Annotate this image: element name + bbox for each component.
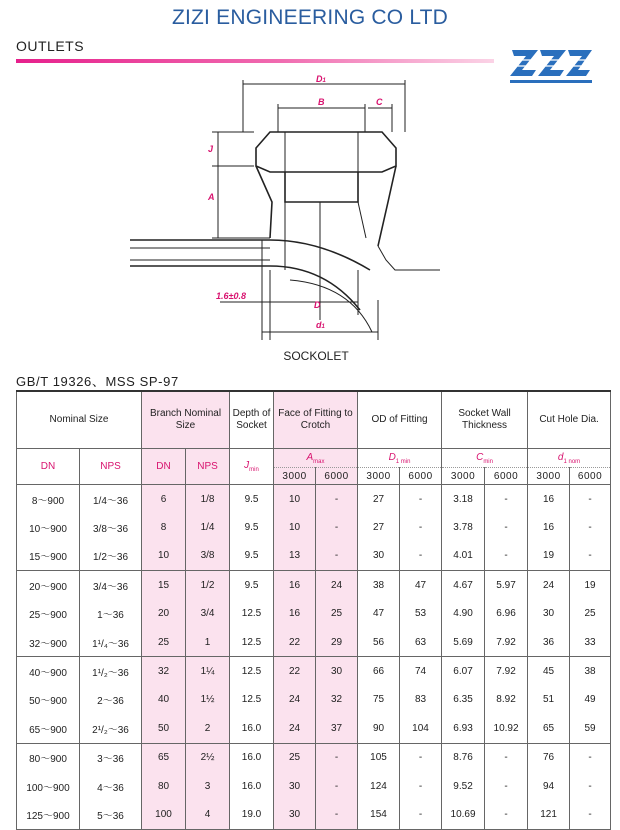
cell-branch-nps: 2½: [186, 743, 230, 772]
cell-cut-3000: 65: [528, 714, 570, 743]
cell-dn: 50～900: [17, 686, 80, 714]
cell-branch-nps: 3/8: [186, 542, 230, 571]
cell-wall-3000: 3.78: [442, 513, 485, 541]
cell-nps: 3/4～36: [80, 571, 142, 600]
cell-dn: 125～900: [17, 800, 80, 829]
cell-face-a-3000: 10: [274, 485, 316, 514]
table-row: [17, 513, 611, 541]
cell-wall-3000: 5.69: [442, 628, 485, 657]
cell-branch-nps: 3/4: [186, 600, 230, 628]
cell-face-a-6000: 32: [316, 686, 358, 714]
cell-cut-3000: 30: [528, 600, 570, 628]
cell-branch-dn: 40: [142, 686, 186, 714]
cell-od-6000: 104: [400, 714, 442, 743]
cell-wall-3000: 4.01: [442, 542, 485, 571]
cell-depth-j: 12.5: [230, 657, 274, 686]
cell-od-6000: 74: [400, 657, 442, 686]
cell-branch-dn: 15: [142, 571, 186, 600]
cell-dn: 20～900: [17, 571, 80, 600]
cell-face-a-3000: 25: [274, 743, 316, 772]
cell-depth-j: 12.5: [230, 686, 274, 714]
cell-od-6000: -: [400, 485, 442, 514]
cell-dn: 25～900: [17, 600, 80, 628]
class-3000: 3000: [528, 468, 570, 485]
cell-cut-6000: 38: [570, 657, 611, 686]
cell-od-3000: 56: [358, 628, 400, 657]
cell-cut-6000: 25: [570, 600, 611, 628]
cell-od-3000: 47: [358, 600, 400, 628]
cell-cut-6000: 49: [570, 686, 611, 714]
cell-face-a-6000: -: [316, 513, 358, 541]
cell-nps: 2¹/₂～36: [80, 714, 142, 743]
sub-d1: $D_{1 min}$: [358, 449, 442, 468]
cell-wall-6000: -: [485, 800, 528, 829]
dimension-table: [16, 390, 611, 830]
cell-wall-3000: 6.93: [442, 714, 485, 743]
cell-cut-3000: 36: [528, 628, 570, 657]
cell-wall-3000: 10.69: [442, 800, 485, 829]
cell-wall-6000: -: [485, 743, 528, 772]
cell-depth-j: 9.5: [230, 513, 274, 541]
cell-cut-3000: 45: [528, 657, 570, 686]
cell-face-a-3000: 30: [274, 772, 316, 800]
header-nominal-size: Nominal Size: [17, 391, 142, 449]
cell-od-3000: 105: [358, 743, 400, 772]
cell-branch-dn: 50: [142, 714, 186, 743]
cell-dn: 10～900: [17, 513, 80, 541]
cell-branch-dn: 25: [142, 628, 186, 657]
dim-b-label: B: [318, 97, 325, 107]
cell-branch-nps: 1/2: [186, 571, 230, 600]
sub-branch-nps: NPS: [186, 449, 230, 485]
cell-wall-3000: 3.18: [442, 485, 485, 514]
cell-face-a-3000: 16: [274, 571, 316, 600]
cell-face-a-3000: 30: [274, 800, 316, 829]
cell-face-a-3000: 24: [274, 714, 316, 743]
cell-od-6000: 63: [400, 628, 442, 657]
cell-od-3000: 38: [358, 571, 400, 600]
zizi-logo: [508, 44, 594, 92]
cell-wall-6000: 6.96: [485, 600, 528, 628]
cell-wall-3000: 9.52: [442, 772, 485, 800]
cell-face-a-6000: -: [316, 743, 358, 772]
cell-depth-j: 9.5: [230, 571, 274, 600]
cell-wall-3000: 8.76: [442, 743, 485, 772]
cell-od-3000: 90: [358, 714, 400, 743]
cell-face-a-6000: -: [316, 485, 358, 514]
cell-branch-nps: 3: [186, 772, 230, 800]
cell-wall-6000: -: [485, 513, 528, 541]
cell-od-3000: 30: [358, 542, 400, 571]
cell-wall-6000: 5.97: [485, 571, 528, 600]
cell-depth-j: 19.0: [230, 800, 274, 829]
header-wall: Socket Wall Thickness: [442, 391, 528, 449]
sub-dn: DN: [17, 449, 80, 485]
cell-cut-3000: 76: [528, 743, 570, 772]
cell-od-3000: 154: [358, 800, 400, 829]
dim-a-label: A: [208, 192, 215, 202]
cell-face-a-3000: 22: [274, 657, 316, 686]
cell-od-6000: 47: [400, 571, 442, 600]
sub-j: $J_{min}$: [230, 449, 274, 485]
cell-dn: 32～900: [17, 628, 80, 657]
cell-cut-3000: 24: [528, 571, 570, 600]
cell-branch-dn: 32: [142, 657, 186, 686]
cell-face-a-6000: 37: [316, 714, 358, 743]
cell-nps: 4～36: [80, 772, 142, 800]
sockolet-drawing: [120, 70, 450, 350]
cell-face-a-3000: 24: [274, 686, 316, 714]
cell-wall-3000: 6.35: [442, 686, 485, 714]
cell-face-a-6000: 30: [316, 657, 358, 686]
cell-od-3000: 124: [358, 772, 400, 800]
cell-wall-6000: 7.92: [485, 657, 528, 686]
table-row: [17, 485, 611, 514]
cell-nps: 1/4～36: [80, 485, 142, 514]
cell-od-3000: 27: [358, 513, 400, 541]
cell-cut-6000: 59: [570, 714, 611, 743]
cell-cut-3000: 16: [528, 513, 570, 541]
table-row: [17, 772, 611, 800]
cell-cut-6000: -: [570, 772, 611, 800]
table-row: [17, 657, 611, 686]
cell-branch-nps: 4: [186, 800, 230, 829]
cell-branch-dn: 80: [142, 772, 186, 800]
section-underline: [16, 59, 494, 63]
dim-j-label: J: [208, 144, 214, 154]
cell-face-a-6000: 24: [316, 571, 358, 600]
table-row: [17, 800, 611, 829]
cell-branch-nps: 1½: [186, 686, 230, 714]
header-depth: Depth of Socket: [230, 391, 274, 449]
sub-branch-dn: DN: [142, 449, 186, 485]
cell-branch-dn: 20: [142, 600, 186, 628]
cell-branch-dn: 8: [142, 513, 186, 541]
cell-depth-j: 9.5: [230, 542, 274, 571]
cell-nps: 3/8～36: [80, 513, 142, 541]
cell-face-a-6000: 25: [316, 600, 358, 628]
table-row: [17, 600, 611, 628]
cell-branch-dn: 65: [142, 743, 186, 772]
header-face: Face of Fitting to Crotch: [274, 391, 358, 449]
cell-wall-3000: 4.90: [442, 600, 485, 628]
cell-wall-3000: 6.07: [442, 657, 485, 686]
dim-d-label: D: [314, 300, 321, 310]
cell-cut-3000: 121: [528, 800, 570, 829]
class-6000: 6000: [570, 468, 611, 485]
cell-dn: 65～900: [17, 714, 80, 743]
cell-cut-3000: 16: [528, 485, 570, 514]
cell-cut-6000: -: [570, 800, 611, 829]
sub-dd1: $d_{1 nom}$: [528, 449, 611, 468]
class-3000: 3000: [442, 468, 485, 485]
sub-c: $C_{min}$: [442, 449, 528, 468]
cell-depth-j: 16.0: [230, 714, 274, 743]
cell-od-6000: -: [400, 542, 442, 571]
cell-dn: 80～900: [17, 743, 80, 772]
dim-gap-label: 1.6±0.8: [216, 291, 246, 301]
cell-od-3000: 66: [358, 657, 400, 686]
cell-dn: 100～900: [17, 772, 80, 800]
cell-wall-6000: -: [485, 772, 528, 800]
standard-reference: GB/T 19326、MSS SP-97: [16, 374, 179, 389]
cell-nps: 1¹/₂～36: [80, 657, 142, 686]
cell-dn: 15～900: [17, 542, 80, 571]
dim-c-label: C: [376, 97, 383, 107]
drawing-caption: SOCKOLET: [283, 349, 349, 363]
dim-d1-label: D1: [316, 74, 326, 84]
cell-cut-3000: 19: [528, 542, 570, 571]
cell-branch-dn: 10: [142, 542, 186, 571]
cell-face-a-6000: -: [316, 542, 358, 571]
table-row: [17, 542, 611, 571]
cell-depth-j: 12.5: [230, 628, 274, 657]
cell-od-3000: 27: [358, 485, 400, 514]
cell-branch-nps: 1¼: [186, 657, 230, 686]
cell-face-a-3000: 10: [274, 513, 316, 541]
cell-depth-j: 16.0: [230, 743, 274, 772]
cell-od-6000: 53: [400, 600, 442, 628]
section-title: OUTLETS: [16, 38, 85, 54]
class-6000: 6000: [485, 468, 528, 485]
class-3000: 3000: [274, 468, 316, 485]
table-row: [17, 686, 611, 714]
cell-od-6000: -: [400, 513, 442, 541]
cell-cut-6000: -: [570, 485, 611, 514]
cell-od-6000: -: [400, 743, 442, 772]
cell-depth-j: 12.5: [230, 600, 274, 628]
sub-a: $A_{max}$: [274, 449, 358, 468]
table-row: [17, 743, 611, 772]
cell-depth-j: 9.5: [230, 485, 274, 514]
cell-face-a-3000: 16: [274, 600, 316, 628]
cell-cut-6000: 33: [570, 628, 611, 657]
header-cut: Cut Hole Dia.: [528, 391, 611, 449]
cell-cut-6000: -: [570, 743, 611, 772]
cell-face-a-6000: -: [316, 772, 358, 800]
cell-wall-6000: 7.92: [485, 628, 528, 657]
header-od: OD of Fitting: [358, 391, 442, 449]
cell-face-a-3000: 22: [274, 628, 316, 657]
cell-depth-j: 16.0: [230, 772, 274, 800]
cell-branch-nps: 2: [186, 714, 230, 743]
cell-od-6000: -: [400, 800, 442, 829]
cell-wall-6000: -: [485, 485, 528, 514]
table-body: [17, 485, 611, 830]
cell-cut-6000: -: [570, 542, 611, 571]
cell-cut-6000: 19: [570, 571, 611, 600]
cell-cut-6000: -: [570, 513, 611, 541]
cell-branch-nps: 1/8: [186, 485, 230, 514]
cell-branch-dn: 6: [142, 485, 186, 514]
cell-nps: 1¹/₄～36: [80, 628, 142, 657]
cell-wall-6000: 10.92: [485, 714, 528, 743]
cell-face-a-6000: -: [316, 800, 358, 829]
cell-branch-nps: 1/4: [186, 513, 230, 541]
table-row: [17, 628, 611, 657]
cell-dn: 40～900: [17, 657, 80, 686]
class-6000: 6000: [400, 468, 442, 485]
cell-face-a-6000: 29: [316, 628, 358, 657]
table-row: [17, 571, 611, 600]
cell-nps: 3～36: [80, 743, 142, 772]
cell-branch-nps: 1: [186, 628, 230, 657]
dim-dd1-label: d1: [316, 320, 325, 330]
cell-nps: 1/2～36: [80, 542, 142, 571]
cell-nps: 2～36: [80, 686, 142, 714]
cell-od-6000: 83: [400, 686, 442, 714]
cell-cut-3000: 51: [528, 686, 570, 714]
cell-nps: 5～36: [80, 800, 142, 829]
cell-face-a-3000: 13: [274, 542, 316, 571]
class-3000: 3000: [358, 468, 400, 485]
cell-wall-3000: 4.67: [442, 571, 485, 600]
header-branch: Branch Nominal Size: [142, 391, 230, 449]
cell-wall-6000: -: [485, 542, 528, 571]
class-6000: 6000: [316, 468, 358, 485]
cell-branch-dn: 100: [142, 800, 186, 829]
cell-od-6000: -: [400, 772, 442, 800]
cell-wall-6000: 8.92: [485, 686, 528, 714]
cell-dn: 8～900: [17, 485, 80, 514]
cell-od-3000: 75: [358, 686, 400, 714]
cell-nps: 1～36: [80, 600, 142, 628]
cell-cut-3000: 94: [528, 772, 570, 800]
table-row: [17, 714, 611, 743]
company-title: ZIZI ENGINEERING CO LTD: [171, 6, 449, 29]
sub-nps: NPS: [80, 449, 142, 485]
